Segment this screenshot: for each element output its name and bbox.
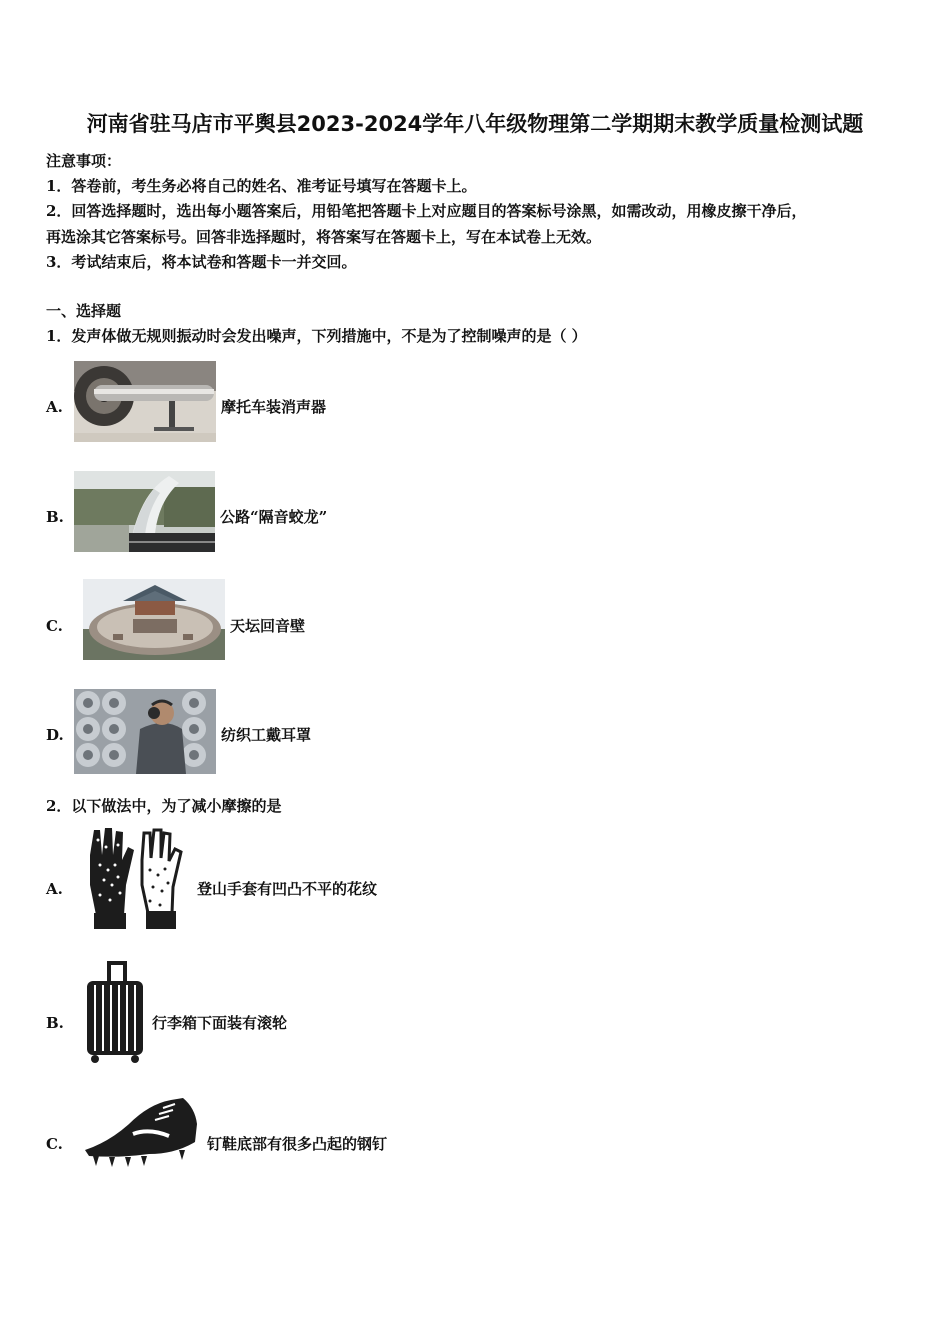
notice-item-3: 3．考试结束后，将本试卷和答题卡一并交回。 [46,253,357,271]
page-title: 河南省驻马店市平舆县2023-2024学年八年级物理第二学期期末教学质量检测试题 [86,112,864,136]
q1-option-c-text: 天坛回音壁 [230,617,306,635]
question-2-stem: 2．以下做法中，为了减小摩擦的是 [46,797,282,815]
textile-worker-earmuffs-icon [74,689,216,774]
q2-option-b-text: 行李箱下面装有滚轮 [152,1014,288,1032]
notice-item-2-line-2: 再选涂其它答案标号。回答非选择题时，将答案写在答题卡上，写在本试卷上无效。 [46,228,602,246]
notice-item-1: 1．答卷前，考生务必将自己的姓名、准考证号填写在答题卡上。 [46,177,477,195]
q1-option-d-text: 纺织工戴耳罩 [221,726,312,744]
q1-option-c-letter: C. [46,617,63,635]
q2-option-a-text: 登山手套有凹凸不平的花纹 [197,880,378,898]
spiked-shoe-icon [79,1094,201,1168]
q1-option-d-letter: D. [46,726,64,744]
section-heading: 一、选择题 [46,302,122,320]
motorcycle-muffler-icon [74,361,216,442]
q2-option-a-letter: A. [46,880,63,898]
climbing-gloves-icon [80,825,192,935]
question-1-stem: 1．发声体做无规则振动时会发出噪声，下列措施中，不是为了控制噪声的是（ ） [46,327,587,345]
q1-option-b-text: 公路“隔音蛟龙” [220,508,328,526]
q1-option-a-text: 摩托车装消声器 [221,398,327,416]
notice-item-2-line-1: 2．回答选择题时，选出每小题答案后，用铅笔把答题卡上对应题目的答案标号涂黑，如需改动，用橡皮擦干净后， [46,202,807,220]
q1-option-a-letter: A. [46,398,63,416]
q2-option-c-text: 钉鞋底部有很多凸起的钢钉 [207,1135,388,1153]
notice-heading: 注意事项： [46,152,122,170]
q2-option-c-letter: C. [46,1135,63,1153]
temple-of-heaven-echo-wall-icon [83,579,225,660]
wheeled-suitcase-icon [83,959,147,1065]
sound-barrier-tunnel-icon [74,471,215,552]
q2-option-b-letter: B. [46,1014,64,1032]
q1-option-b-letter: B. [46,508,64,526]
